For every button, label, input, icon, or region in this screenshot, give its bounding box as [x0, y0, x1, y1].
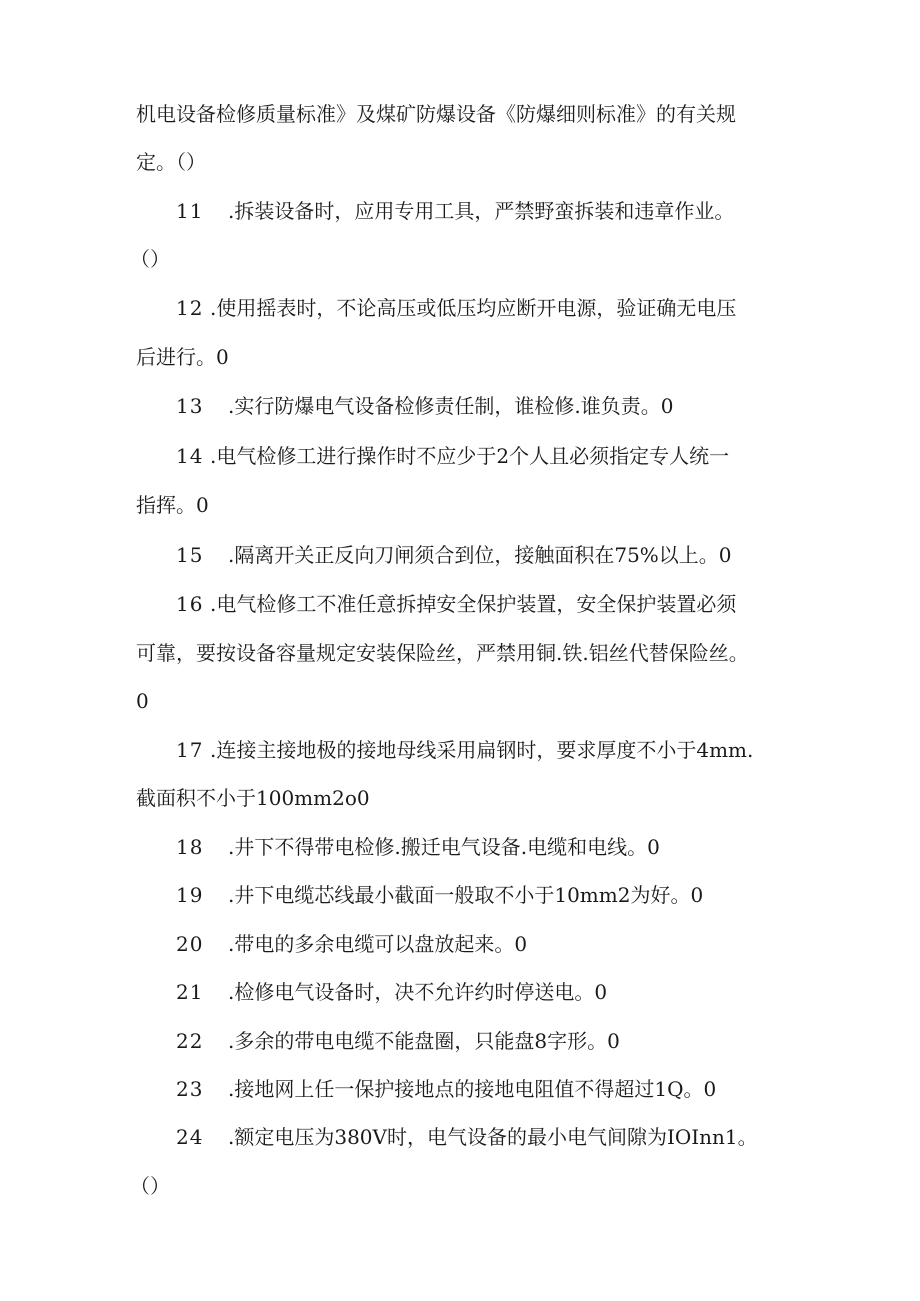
numbered-item — [0, 187, 920, 235]
item-text: .实行防爆电气设备检修责任制，谁检修.谁负责。0 — [228, 394, 674, 418]
item-number: 23 — [176, 1077, 204, 1101]
item-number: 20 — [176, 932, 204, 956]
text-line — [0, 1162, 920, 1210]
numbered-item — [0, 871, 920, 919]
numbered-item — [0, 432, 920, 480]
item-text: .接地网上任一保护接地点的接地电阻值不得超过1Q。0 — [228, 1077, 717, 1101]
item-text: .拆装设备时，应用专用工具，严禁野蛮拆装和违章作业。 — [228, 199, 735, 223]
numbered-item — [0, 823, 920, 871]
item-text: .井下不得带电检修.搬迁电气设备.电缆和电线。0 — [228, 835, 660, 859]
item-text: .使用摇表时，不论高压或低压均应断开电源，验证确无电压 — [210, 296, 737, 320]
line-text: 可靠，要按设备容量规定安装保险丝，严禁用铜.铁.铝丝代替保险丝。 — [136, 641, 749, 665]
line-text: 后进行。0 — [136, 345, 229, 369]
item-number: 21 — [176, 980, 204, 1004]
line-text: 定。（） — [136, 150, 206, 174]
item-number: 18 — [176, 835, 204, 859]
numbered-item — [0, 382, 920, 430]
item-number: 22 — [176, 1029, 204, 1053]
item-text: .电气检修工进行操作时不应少于2个人且必须指定专人统一 — [210, 444, 730, 468]
item-text: .带电的多余电缆可以盘放起来。0 — [228, 932, 528, 956]
item-number: 24 — [176, 1125, 204, 1149]
numbered-item — [0, 1113, 920, 1161]
line-text: 指挥。0 — [136, 493, 209, 517]
line-text: 截面积不小于100mm2o0 — [136, 786, 370, 810]
text-line — [0, 235, 920, 283]
item-number: 17 — [176, 738, 204, 762]
item-number: 13 — [176, 394, 204, 418]
text-line — [0, 333, 920, 381]
text-line — [0, 774, 920, 822]
item-number: 11 — [176, 199, 204, 223]
numbered-item — [0, 284, 920, 332]
item-number: 14 — [176, 444, 204, 468]
numbered-item — [0, 531, 920, 579]
item-text: .连接主接地极的接地母线采用扁钢时，要求厚度不小于4mm. — [210, 738, 754, 762]
numbered-item — [0, 968, 920, 1016]
line-text: 机电设备检修质量标准》及煤矿防爆设备《防爆细则标准》的有关规 — [136, 102, 736, 126]
numbered-item — [0, 1065, 920, 1113]
numbered-item — [0, 726, 920, 774]
item-text: .隔离开关正反向刀闸须合到位，接触面积在75%以上。0 — [228, 543, 732, 567]
numbered-item — [0, 1017, 920, 1065]
numbered-item — [0, 580, 920, 628]
numbered-item — [0, 920, 920, 968]
line-text: （） — [130, 247, 170, 271]
text-line — [0, 481, 920, 529]
line-text: 0 — [136, 689, 149, 713]
line-text: （） — [130, 1174, 170, 1198]
item-number: 12 — [176, 296, 204, 320]
item-number: 15 — [176, 543, 204, 567]
text-line — [0, 138, 920, 186]
item-number: 19 — [176, 883, 204, 907]
item-number: 16 — [176, 592, 204, 616]
text-line — [0, 90, 920, 138]
item-text: .额定电压为380V时，电气设备的最小电气间隙为IOInn1。 — [228, 1125, 758, 1149]
text-line — [0, 677, 920, 725]
item-text: .多余的带电电缆不能盘圈，只能盘8字形。0 — [228, 1029, 620, 1053]
item-text: .电气检修工不准任意拆掉安全保护装置，安全保护装置必须 — [210, 592, 737, 616]
text-line — [0, 629, 920, 677]
item-text: .检修电气设备时，决不允许约时停送电。0 — [228, 980, 608, 1004]
item-text: .井下电缆芯线最小截面一般取不小于10mm2为好。0 — [228, 883, 704, 907]
